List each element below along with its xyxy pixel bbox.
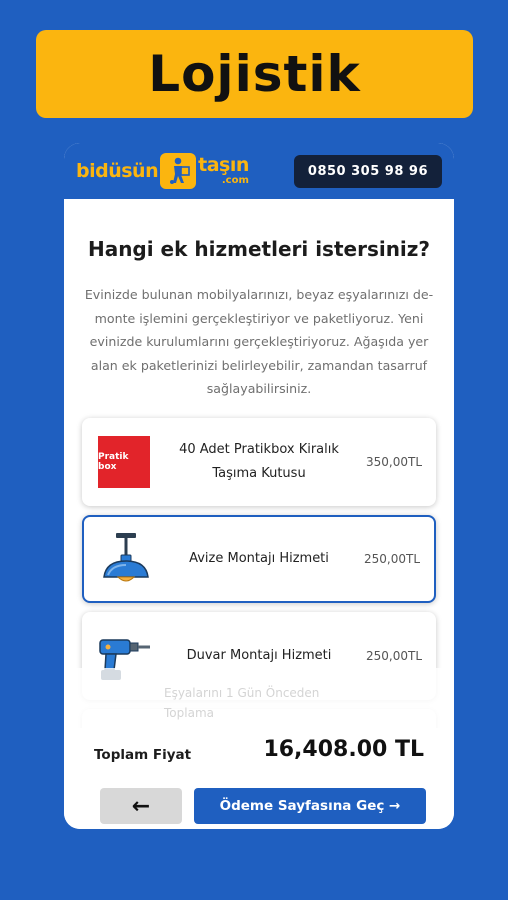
banner-title: Lojistik bbox=[148, 45, 361, 103]
logo-right bbox=[198, 156, 249, 186]
brand-logo[interactable] bbox=[76, 153, 249, 189]
chandelier-icon bbox=[98, 531, 154, 587]
service-card-chandelier[interactable] bbox=[82, 515, 436, 603]
service-price: 350,00TL bbox=[366, 455, 423, 469]
service-price: 250,00TL bbox=[364, 552, 421, 566]
service-name: 40 Adet Pratikbox Kiralık Taşıma Kutusu bbox=[179, 442, 339, 481]
total-value: 16,408.00 TL bbox=[263, 737, 424, 762]
logo-domain: .com bbox=[221, 175, 249, 186]
logo-text-left: bidüsün bbox=[76, 160, 159, 182]
mover-icon bbox=[160, 153, 196, 189]
promo-banner bbox=[36, 30, 473, 118]
pratikbox-logo: Pratik box bbox=[96, 434, 152, 490]
page-title: Hangi ek hizmetleri istersiniz? bbox=[87, 237, 431, 261]
phone-number-button[interactable]: 0850 305 98 96 bbox=[294, 155, 442, 188]
page-description: Evinizde bulunan mobilyalarınızı, beyaz eşyalarınızı de-monte işlemini gerçekleştiriyor ve paketliyoruz. Yeni evinizde kurulumlarını gerçekleştiriyoruz. Ağaşıda yer alan ek paketlerinizi belirleyebilir, zamandan tasarruf sağlayabilirsiniz. bbox=[84, 287, 434, 396]
partial-service-text bbox=[164, 683, 319, 723]
service-name: Avize Montajı Hizmeti bbox=[189, 551, 329, 566]
total-label: Toplam Fiyat bbox=[94, 747, 192, 763]
logo-text-right: taşın bbox=[198, 154, 249, 176]
service-card-pratikbox[interactable] bbox=[82, 418, 436, 506]
service-price: 250,00TL bbox=[366, 649, 423, 663]
go-to-payment-button[interactable]: Ödeme Sayfasına Geç → bbox=[194, 788, 426, 824]
service-name: Duvar Montajı Hizmeti bbox=[186, 648, 332, 663]
app-screen bbox=[64, 143, 454, 829]
partial-service-line2: Toplama bbox=[164, 706, 214, 720]
back-button[interactable]: ← bbox=[100, 788, 182, 824]
app-header bbox=[64, 143, 454, 199]
partial-service-line1: Eşyalarını 1 Gün Önceden bbox=[164, 686, 320, 700]
